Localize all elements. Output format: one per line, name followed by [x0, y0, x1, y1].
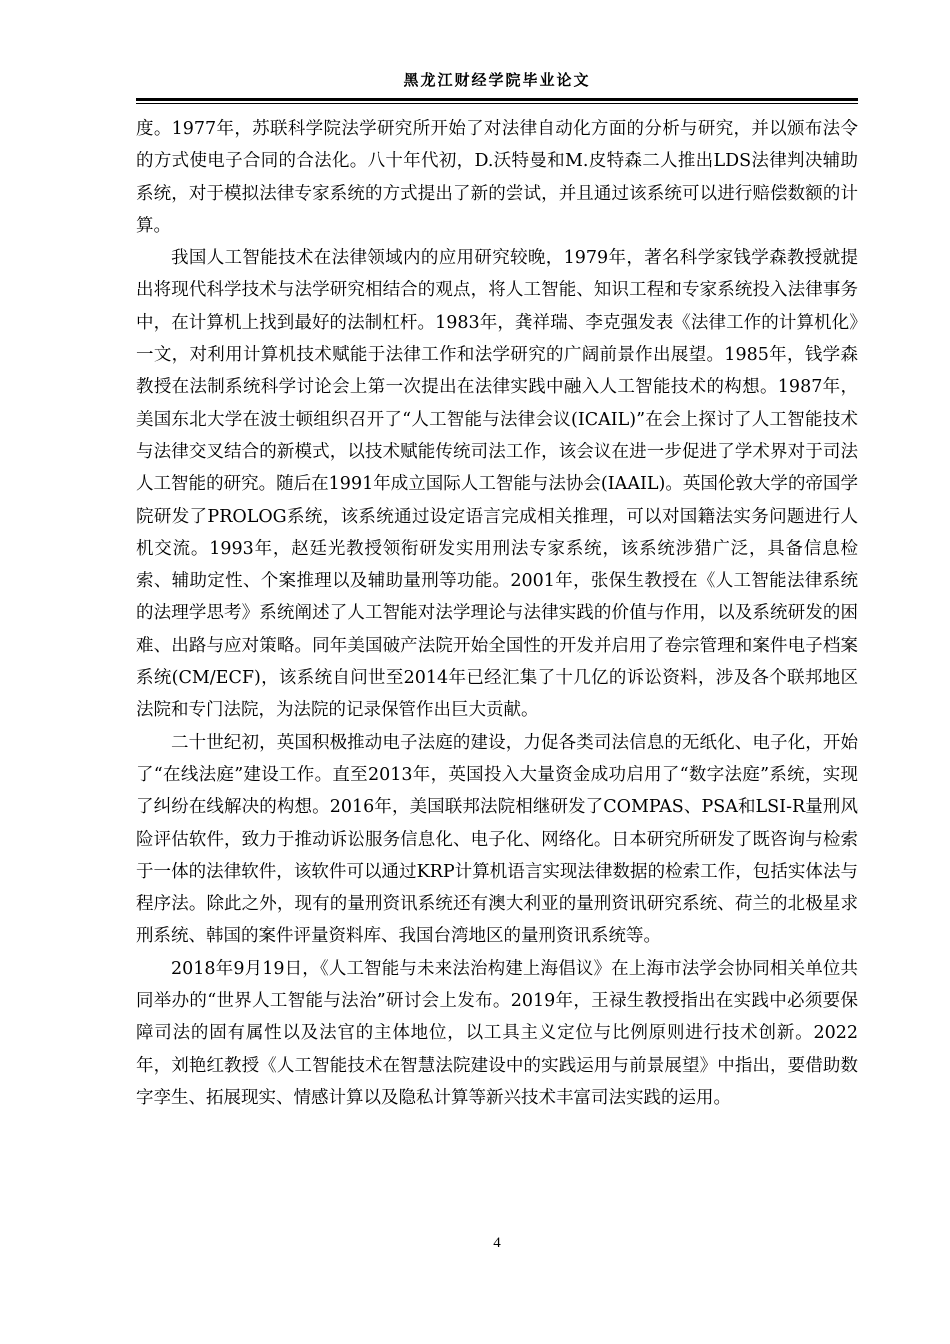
paragraph-electronic-courts: 二十世纪初，英国积极推动电子法庭的建设，力促各类司法信息的无纸化、电子化，开始了“在线法庭”建设工作。直至2013年，英国投入大量资金成功启用了“数字法庭”系统，实现了纠纷在线解决的构想。2016年，美国联邦法院相继研发了COMPAS、PSA和LSI-R量刑风险评估软件，致力于推动诉讼服务信息化、电子化、网络化。日本研究所研发了既咨询与检索于一体的法律软件，该软件可以通过KRP计算机语言实现法律数据的检索工作，包括实体法与程序法。除此之外，现有的量刑资讯系统还有澳大利亚的量刑资讯研究系统、荷兰的北极星求刑系统、韩国的案件评量资料库、我国台湾地区的量刑资讯系统等。	[136, 732, 858, 947]
header-rule-thick	[136, 98, 858, 101]
page-header-title: 黑龙江财经学院毕业论文	[403, 71, 591, 89]
paragraph-recent-developments: 2018年9月19日，《人工智能与未来法治构建上海倡议》在上海市法学会协同相关单位共同举办的“世界人工智能与法治”研讨会上发布。2019年，王禄生教授指出在实践中必须要保障司法的固有属性以及法官的主体地位，以工具主义定位与比例原则进行技术创新。2022年，刘艳红教授《人工智能技术在智慧法院建设中的实践运用与前景展望》中指出，要借助数字孪生、拓展现实、情感计算以及隐私计算等新兴技术丰富司法实践的运用。	[136, 958, 858, 1108]
body-text	[136, 113, 858, 1114]
page-number: 4	[493, 1235, 501, 1251]
paragraph-continued: 度。1977年，苏联科学院法学研究所开始了对法律自动化方面的分析与研究，并以颁布法令的方式使电子合同的合法化。八十年代初，D.沃特曼和M.皮特森二人推出LDS法律判决辅助系统，对于模拟法律专家系统的方式提出了新的尝试，并且通过该系统可以进行赔偿数额的计算。	[136, 119, 858, 236]
paragraph-domestic-history: 我国人工智能技术在法律领域内的应用研究较晚，1979年，著名科学家钱学森教授就提出将现代科学技术与法学研究相结合的观点，将人工智能、知识工程和专家系统投入法律事务中，在计算机上找到最好的法制杠杆。1983年，龚祥瑞、李克强发表《法律工作的计算机化》一文，对利用计算机技术赋能于法律工作和法学研究的广阔前景作出展望。1985年，钱学森教授在法制系统科学讨论会上第一次提出在法律实践中融入人工智能技术的构想。1987年，美国东北大学在波士顿组织召开了“人工智能与法律会议(ICAIL)”在会上探讨了人工智能技术与法律交叉结合的新模式，以技术赋能传统司法工作，该会议在进一步促进了学术界对于司法人工智能的研究。随后在1991年成立国际人工智能与法协会(IAAIL)。英国伦敦大学的帝国学院研发了PROLOG系统，该系统通过设定语言完成相关推理，可以对国籍法实务问题进行人机交流。1993年，赵廷光教授领衔研发实用刑法专家系统，该系统涉猎广泛，具备信息检索、辅助定性、个案推理以及辅助量刑等功能。2001年，张保生教授在《人工智能法律系统的法理学思考》系统阐述了人工智能对法学理论与法律实践的价值与作用，以及系统研发的困难、出路与应对策略。同年美国破产法院开始全国性的开发并启用了卷宗管理和案件电子档案系统(CM/ECF)，该系统自问世至2014年已经汇集了十几亿的诉讼资料，涉及各个联邦地区法院和专门法院，为法院的记录保管作出巨大贡献。	[136, 248, 858, 721]
header-rule-thin	[136, 103, 858, 104]
